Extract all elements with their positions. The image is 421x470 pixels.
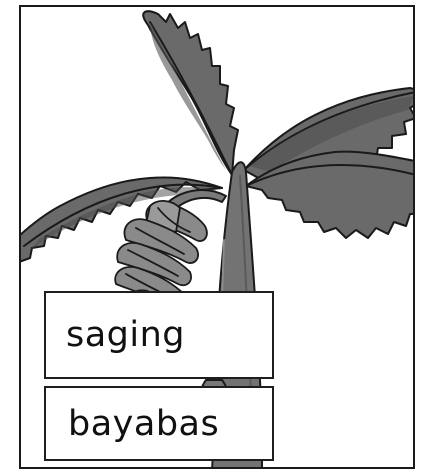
- word-label: bayabas: [68, 403, 220, 444]
- word-label: saging: [66, 315, 186, 355]
- word-card-bayabas[interactable]: [44, 386, 274, 461]
- leaf-top: [143, 11, 238, 175]
- word-card-saging[interactable]: [44, 291, 274, 379]
